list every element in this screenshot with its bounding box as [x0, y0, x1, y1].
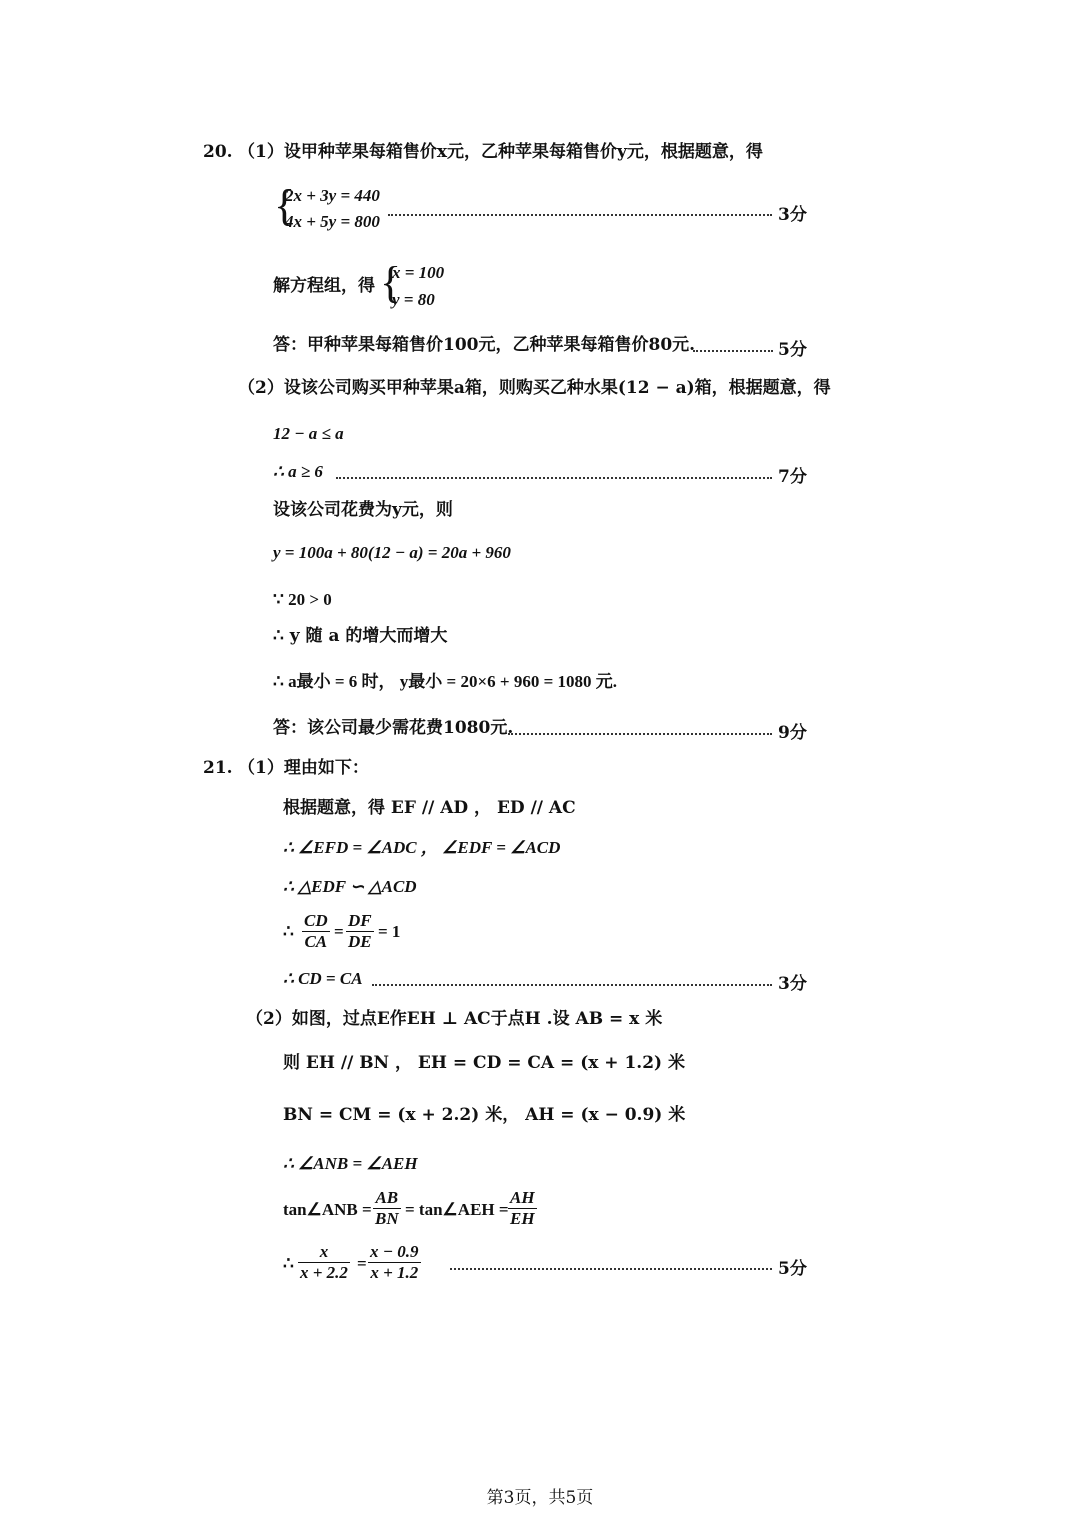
fraction-numerator: x: [298, 1242, 350, 1263]
cost-definition: 设该公司花费为y元，则: [273, 500, 453, 520]
tan-anb: tan∠ANB =: [283, 1200, 372, 1219]
q21-part2-heading: （2）如图，过点E作EH ⊥ AC于点H .设 AB = x 米: [246, 1009, 663, 1029]
inequality-result: ∴ a ≥ 6: [273, 462, 323, 481]
fraction-numerator: DF: [348, 911, 372, 930]
equals-one: = 1: [378, 922, 401, 941]
solve-prefix: 解方程组，得: [273, 276, 375, 296]
inequality: 12 − a ≤ a: [273, 424, 344, 443]
score-3: 3分: [778, 205, 807, 225]
fraction-ab-bn: [373, 1188, 401, 1229]
q21-parallel-line: 根据题意，得 EF // AD ， ED // AC: [283, 798, 576, 818]
equals-sign: =: [334, 922, 344, 941]
therefore-symbol: ∴: [283, 1254, 294, 1274]
dotted-leader: [508, 733, 772, 735]
q21-angle-equal: ∴ ∠ANB = ∠AEH: [283, 1154, 418, 1173]
q20-part1-answer: 答：甲种苹果每箱售价100元，乙种苹果每箱售价80元.: [273, 335, 696, 355]
fraction-ah-eh: [508, 1188, 537, 1229]
fraction-denominator: x + 1.2: [370, 1263, 419, 1282]
fraction-numerator: CD: [304, 911, 328, 930]
fraction-denominator: BN: [375, 1209, 399, 1228]
score-5: 5分: [778, 340, 807, 360]
q20-part2-heading: （2）设该公司购买甲种苹果a箱，则购买乙种水果(12 − a)箱，根据题意，得: [238, 378, 831, 398]
score-9: 9分: [778, 723, 807, 743]
fraction-denominator: DE: [348, 932, 372, 951]
score-7: 7分: [778, 467, 807, 487]
q21-angle-line: ∴ ∠EFD = ∠ADC ， ∠EDF = ∠ACD: [283, 838, 561, 857]
score-5: 5分: [778, 1259, 807, 1279]
fraction-x09-over-x12: [368, 1242, 421, 1283]
dotted-leader: [693, 350, 773, 352]
since-line: ∵ 20 > 0: [273, 590, 332, 609]
fraction-cd-ca: [302, 911, 330, 952]
dotted-leader: [372, 984, 772, 986]
equals-sign: =: [357, 1254, 367, 1273]
q21-bn-line: BN = CM = (x + 2.2) 米， AH = (x − 0.9) 米: [283, 1105, 686, 1125]
q21-part1-heading: （1）理由如下：: [238, 758, 369, 778]
cost-equation: y = 100a + 80(12 − a) = 20a + 960: [273, 543, 511, 562]
fraction-df-de: [346, 911, 374, 952]
q20-part2-answer: 答：该公司最少需花费1080元.: [273, 718, 514, 738]
fraction-x-over-x22: [298, 1242, 350, 1283]
fraction-numerator: AB: [373, 1188, 401, 1209]
q21-eh-line: 则 EH // BN ， EH = CD = CA = (x + 1.2) 米: [283, 1053, 685, 1073]
equation-system-line1: 2x + 3y = 440: [285, 186, 380, 205]
dotted-leader: [336, 477, 772, 479]
q21-number: 21.: [203, 758, 233, 778]
therefore-symbol: ∴: [283, 922, 294, 942]
equation-system-line2: 4x + 5y = 800: [285, 212, 380, 231]
dotted-leader: [388, 214, 772, 216]
fraction-numerator: AH: [510, 1188, 535, 1207]
solution-x: x = 100: [392, 263, 445, 282]
page-footer: 第3页，共5页: [486, 1488, 594, 1508]
q21-conclusion: ∴ CD = CA: [283, 969, 363, 988]
fraction-denominator: x + 2.2: [300, 1263, 348, 1282]
q20-number: 20.: [203, 142, 233, 162]
tan-aeh: = tan∠AEH =: [405, 1200, 509, 1219]
q21-similar-line: ∴ △EDF ∽ △ACD: [283, 877, 417, 896]
minimum-line: ∴ a最小 = 6 时， y最小 = 20×6 + 960 = 1080 元.: [273, 672, 618, 691]
system-brace: {: [274, 181, 296, 230]
increase-line: ∴ y 随 a 的增大而增大: [273, 626, 448, 646]
fraction-numerator: x − 0.9: [370, 1242, 419, 1261]
q20-part1-heading: （1）设甲种苹果每箱售价x元，乙种苹果每箱售价y元，根据题意，得: [238, 142, 763, 162]
fraction-denominator: EH: [510, 1209, 535, 1228]
solution-brace: {: [380, 258, 402, 307]
fraction-denominator: CA: [304, 932, 328, 951]
score-3: 3分: [778, 974, 807, 994]
dotted-leader: [450, 1268, 772, 1270]
solution-y: y = 80: [392, 290, 435, 309]
